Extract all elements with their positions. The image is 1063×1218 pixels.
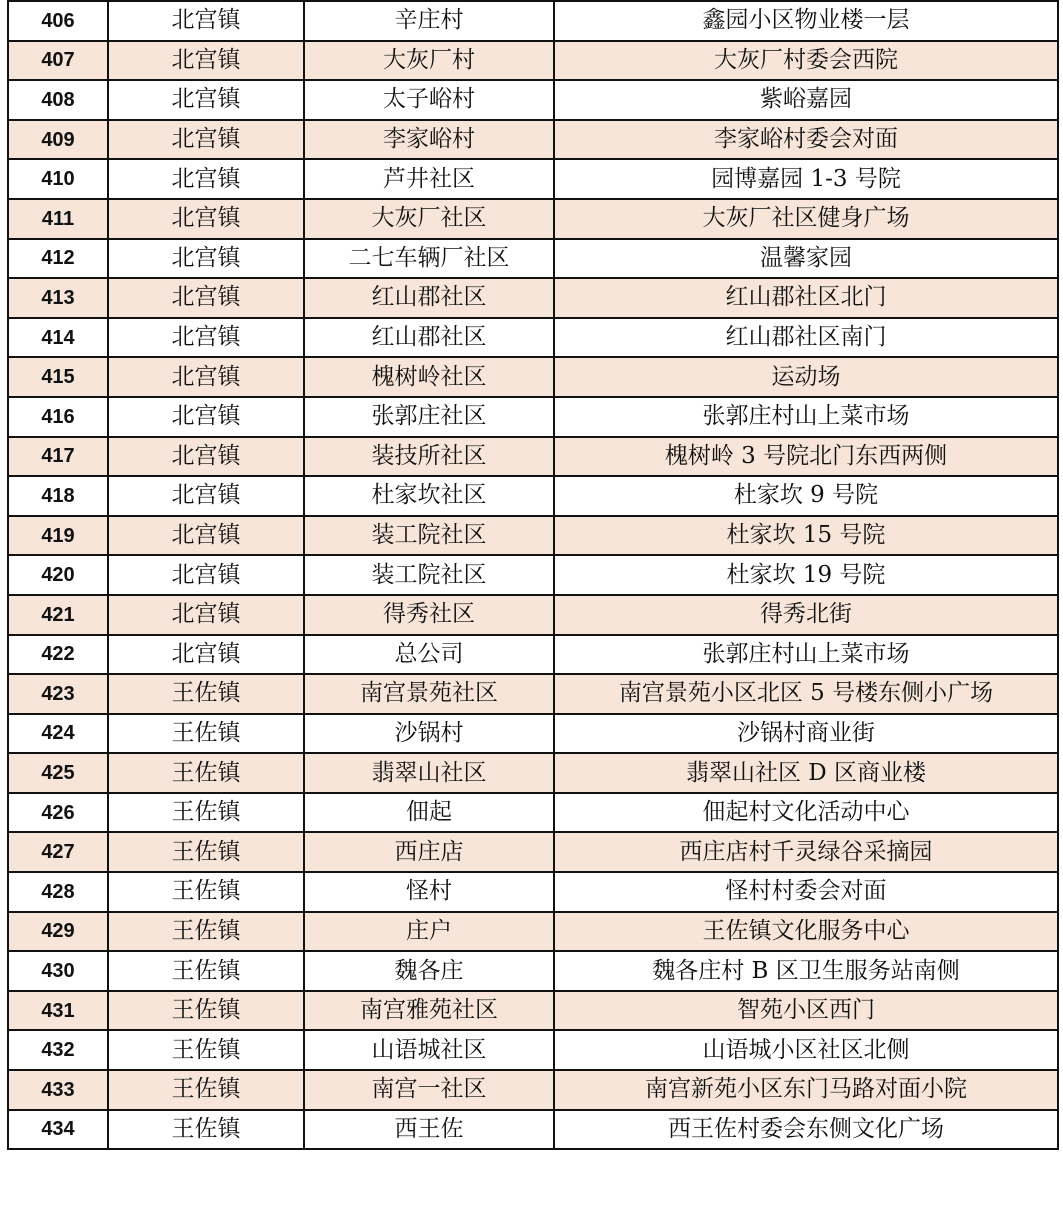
community-cell: 芦井社区 — [304, 159, 554, 199]
community-cell: 大灰厂村 — [304, 41, 554, 81]
row-number-cell: 424 — [8, 714, 108, 754]
town-cell: 北宫镇 — [108, 516, 304, 556]
community-cell: 西庄店 — [304, 832, 554, 872]
community-cell: 南宫景苑社区 — [304, 674, 554, 714]
document-page — [7, 0, 1057, 1150]
row-number-cell: 407 — [8, 41, 108, 81]
row-number-cell: 411 — [8, 199, 108, 239]
row-number-cell: 413 — [8, 278, 108, 318]
location-cell: 槐树岭 3 号院北门东西两侧 — [554, 437, 1058, 477]
row-number-cell: 425 — [8, 753, 108, 793]
town-cell: 北宫镇 — [108, 595, 304, 635]
table-row — [8, 991, 1058, 1031]
row-number-cell: 415 — [8, 357, 108, 397]
community-cell: 魏各庄 — [304, 951, 554, 991]
location-cell: 大灰厂社区健身广场 — [554, 199, 1058, 239]
row-number-cell: 430 — [8, 951, 108, 991]
table-row — [8, 555, 1058, 595]
community-cell: 张郭庄社区 — [304, 397, 554, 437]
row-number-cell: 421 — [8, 595, 108, 635]
town-cell: 王佐镇 — [108, 1110, 304, 1150]
table-row — [8, 80, 1058, 120]
community-cell: 李家峪村 — [304, 120, 554, 160]
row-number-cell: 432 — [8, 1030, 108, 1070]
town-cell: 王佐镇 — [108, 912, 304, 952]
table-row — [8, 120, 1058, 160]
town-cell: 北宫镇 — [108, 635, 304, 675]
table-row — [8, 1030, 1058, 1070]
location-cell: 魏各庄村 B 区卫生服务站南侧 — [554, 951, 1058, 991]
row-number-cell: 431 — [8, 991, 108, 1031]
community-cell: 装工院社区 — [304, 516, 554, 556]
community-cell: 装技所社区 — [304, 437, 554, 477]
location-cell: 沙锅村商业街 — [554, 714, 1058, 754]
row-number-cell: 422 — [8, 635, 108, 675]
location-cell: 张郭庄村山上菜市场 — [554, 397, 1058, 437]
table-row — [8, 635, 1058, 675]
location-cell: 怪村村委会对面 — [554, 872, 1058, 912]
community-cell: 翡翠山社区 — [304, 753, 554, 793]
town-cell: 北宫镇 — [108, 278, 304, 318]
community-cell: 怪村 — [304, 872, 554, 912]
town-cell: 北宫镇 — [108, 239, 304, 279]
row-number-cell: 417 — [8, 437, 108, 477]
row-number-cell: 428 — [8, 872, 108, 912]
location-cell: 西王佐村委会东侧文化广场 — [554, 1110, 1058, 1150]
row-number-cell: 423 — [8, 674, 108, 714]
location-cell: 南宫景苑小区北区 5 号楼东侧小广场 — [554, 674, 1058, 714]
town-cell: 北宫镇 — [108, 318, 304, 358]
community-cell: 红山郡社区 — [304, 278, 554, 318]
community-cell: 南宫雅苑社区 — [304, 991, 554, 1031]
location-cell: 西庄店村千灵绿谷采摘园 — [554, 832, 1058, 872]
community-cell: 二七车辆厂社区 — [304, 239, 554, 279]
location-cell: 杜家坎 9 号院 — [554, 476, 1058, 516]
town-cell: 王佐镇 — [108, 1070, 304, 1110]
table-row — [8, 199, 1058, 239]
table-row — [8, 1070, 1058, 1110]
row-number-cell: 418 — [8, 476, 108, 516]
location-cell: 张郭庄村山上菜市场 — [554, 635, 1058, 675]
location-cell: 红山郡社区南门 — [554, 318, 1058, 358]
sites-table — [7, 0, 1059, 1150]
table-row — [8, 437, 1058, 477]
location-cell: 杜家坎 15 号院 — [554, 516, 1058, 556]
town-cell: 王佐镇 — [108, 951, 304, 991]
row-number-cell: 412 — [8, 239, 108, 279]
location-cell: 大灰厂村委会西院 — [554, 41, 1058, 81]
town-cell: 王佐镇 — [108, 991, 304, 1031]
location-cell: 山语城小区社区北侧 — [554, 1030, 1058, 1070]
table-row — [8, 1, 1058, 41]
row-number-cell: 408 — [8, 80, 108, 120]
community-cell: 杜家坎社区 — [304, 476, 554, 516]
table-row — [8, 318, 1058, 358]
table-row — [8, 476, 1058, 516]
table-row — [8, 159, 1058, 199]
town-cell: 北宫镇 — [108, 80, 304, 120]
location-cell: 得秀北街 — [554, 595, 1058, 635]
community-cell: 西王佐 — [304, 1110, 554, 1150]
table-row — [8, 793, 1058, 833]
table-row — [8, 912, 1058, 952]
table-row — [8, 872, 1058, 912]
table-row — [8, 951, 1058, 991]
town-cell: 王佐镇 — [108, 674, 304, 714]
table-row — [8, 239, 1058, 279]
town-cell: 北宫镇 — [108, 476, 304, 516]
community-cell: 红山郡社区 — [304, 318, 554, 358]
town-cell: 北宫镇 — [108, 555, 304, 595]
location-cell: 杜家坎 19 号院 — [554, 555, 1058, 595]
town-cell: 北宫镇 — [108, 437, 304, 477]
town-cell: 北宫镇 — [108, 41, 304, 81]
location-cell: 红山郡社区北门 — [554, 278, 1058, 318]
community-cell: 南宫一社区 — [304, 1070, 554, 1110]
table-row — [8, 397, 1058, 437]
row-number-cell: 426 — [8, 793, 108, 833]
table-row — [8, 516, 1058, 556]
community-cell: 太子峪村 — [304, 80, 554, 120]
table-row — [8, 832, 1058, 872]
row-number-cell: 434 — [8, 1110, 108, 1150]
row-number-cell: 420 — [8, 555, 108, 595]
location-cell: 翡翠山社区 D 区商业楼 — [554, 753, 1058, 793]
row-number-cell: 433 — [8, 1070, 108, 1110]
town-cell: 王佐镇 — [108, 793, 304, 833]
town-cell: 王佐镇 — [108, 714, 304, 754]
town-cell: 北宫镇 — [108, 199, 304, 239]
community-cell: 庄户 — [304, 912, 554, 952]
table-row — [8, 1110, 1058, 1150]
location-cell: 紫峪嘉园 — [554, 80, 1058, 120]
row-number-cell: 406 — [8, 1, 108, 41]
town-cell: 王佐镇 — [108, 872, 304, 912]
table-row — [8, 674, 1058, 714]
community-cell: 槐树岭社区 — [304, 357, 554, 397]
row-number-cell: 416 — [8, 397, 108, 437]
location-cell: 智苑小区西门 — [554, 991, 1058, 1031]
community-cell: 辛庄村 — [304, 1, 554, 41]
table-row — [8, 753, 1058, 793]
community-cell: 佃起 — [304, 793, 554, 833]
location-cell: 园博嘉园 1-3 号院 — [554, 159, 1058, 199]
location-cell: 鑫园小区物业楼一层 — [554, 1, 1058, 41]
row-number-cell: 429 — [8, 912, 108, 952]
town-cell: 北宫镇 — [108, 397, 304, 437]
community-cell: 山语城社区 — [304, 1030, 554, 1070]
community-cell: 总公司 — [304, 635, 554, 675]
location-cell: 佃起村文化活动中心 — [554, 793, 1058, 833]
table-row — [8, 41, 1058, 81]
table-row — [8, 714, 1058, 754]
location-cell: 温馨家园 — [554, 239, 1058, 279]
town-cell: 王佐镇 — [108, 753, 304, 793]
table-row — [8, 357, 1058, 397]
town-cell: 北宫镇 — [108, 357, 304, 397]
row-number-cell: 414 — [8, 318, 108, 358]
row-number-cell: 410 — [8, 159, 108, 199]
community-cell: 沙锅村 — [304, 714, 554, 754]
table-row — [8, 278, 1058, 318]
location-cell: 李家峪村委会对面 — [554, 120, 1058, 160]
town-cell: 王佐镇 — [108, 832, 304, 872]
town-cell: 王佐镇 — [108, 1030, 304, 1070]
town-cell: 北宫镇 — [108, 159, 304, 199]
location-cell: 南宫新苑小区东门马路对面小院 — [554, 1070, 1058, 1110]
location-cell: 王佐镇文化服务中心 — [554, 912, 1058, 952]
location-cell: 运动场 — [554, 357, 1058, 397]
town-cell: 北宫镇 — [108, 1, 304, 41]
row-number-cell: 419 — [8, 516, 108, 556]
sites-table-body — [8, 1, 1058, 1149]
row-number-cell: 427 — [8, 832, 108, 872]
community-cell: 得秀社区 — [304, 595, 554, 635]
row-number-cell: 409 — [8, 120, 108, 160]
town-cell: 北宫镇 — [108, 120, 304, 160]
table-row — [8, 595, 1058, 635]
community-cell: 大灰厂社区 — [304, 199, 554, 239]
community-cell: 装工院社区 — [304, 555, 554, 595]
